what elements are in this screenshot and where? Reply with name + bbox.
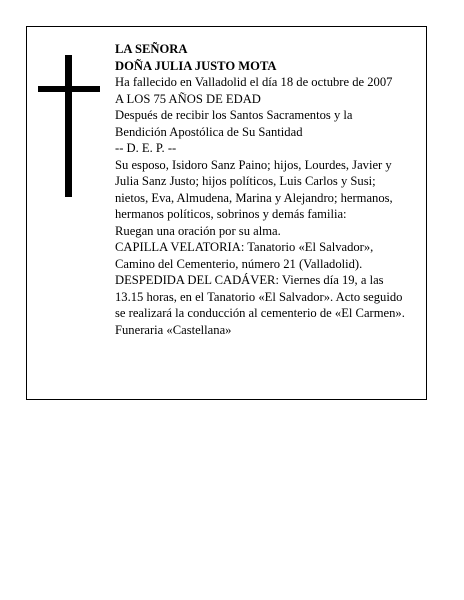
notice-text bbox=[115, 41, 430, 338]
notice-line: CAPILLA VELATORIA: Tanatorio «El Salvador», bbox=[115, 240, 374, 254]
notice-line: -- D. E. P. -- bbox=[115, 141, 177, 155]
notice-line: Julia Sanz Justo; hijos políticos, Luis Carlos y Susi; bbox=[115, 174, 376, 188]
latin-cross-icon bbox=[38, 55, 100, 197]
notice-line: Ha fallecido en Valladolid el día 18 de octubre de 2007 bbox=[115, 75, 393, 89]
notice-line: Su esposo, Isidoro Sanz Paino; hijos, Lourdes, Javier y bbox=[115, 157, 392, 172]
cross-vertical-bar bbox=[65, 55, 72, 197]
obituary-notice bbox=[26, 26, 427, 400]
notice-line: Bendición Apostólica de Su Santidad bbox=[115, 124, 303, 139]
notice-line: Camino del Cementerio, número 21 (Valladolid). bbox=[115, 256, 363, 271]
notice-line: se realizará la conducción al cementerio de «El Carmen». bbox=[115, 306, 405, 320]
notice-line: Después de recibir los Santos Sacramentos y la bbox=[115, 108, 353, 122]
notice-line: Ruegan una oración por su alma. bbox=[115, 223, 281, 238]
notice-line: LA SEÑORA bbox=[115, 42, 188, 56]
notice-line: Funeraria «Castellana» bbox=[115, 322, 232, 337]
notice-line: A LOS 75 AÑOS DE EDAD bbox=[115, 91, 261, 106]
notice-line: 13.15 horas, en el Tanatorio «El Salvador». Acto seguido bbox=[115, 289, 403, 304]
notice-line: DESPEDIDA DEL CADÁVER: Viernes día 19, a las bbox=[115, 273, 384, 287]
notice-line: nietos, Eva, Almudena, Marina y Alejandro; hermanos, bbox=[115, 190, 393, 205]
cross-horizontal-bar bbox=[38, 86, 100, 92]
notice-line: hermanos políticos, sobrinos y demás familia: bbox=[115, 207, 347, 221]
notice-line: DOÑA JULIA JUSTO MOTA bbox=[115, 58, 277, 73]
